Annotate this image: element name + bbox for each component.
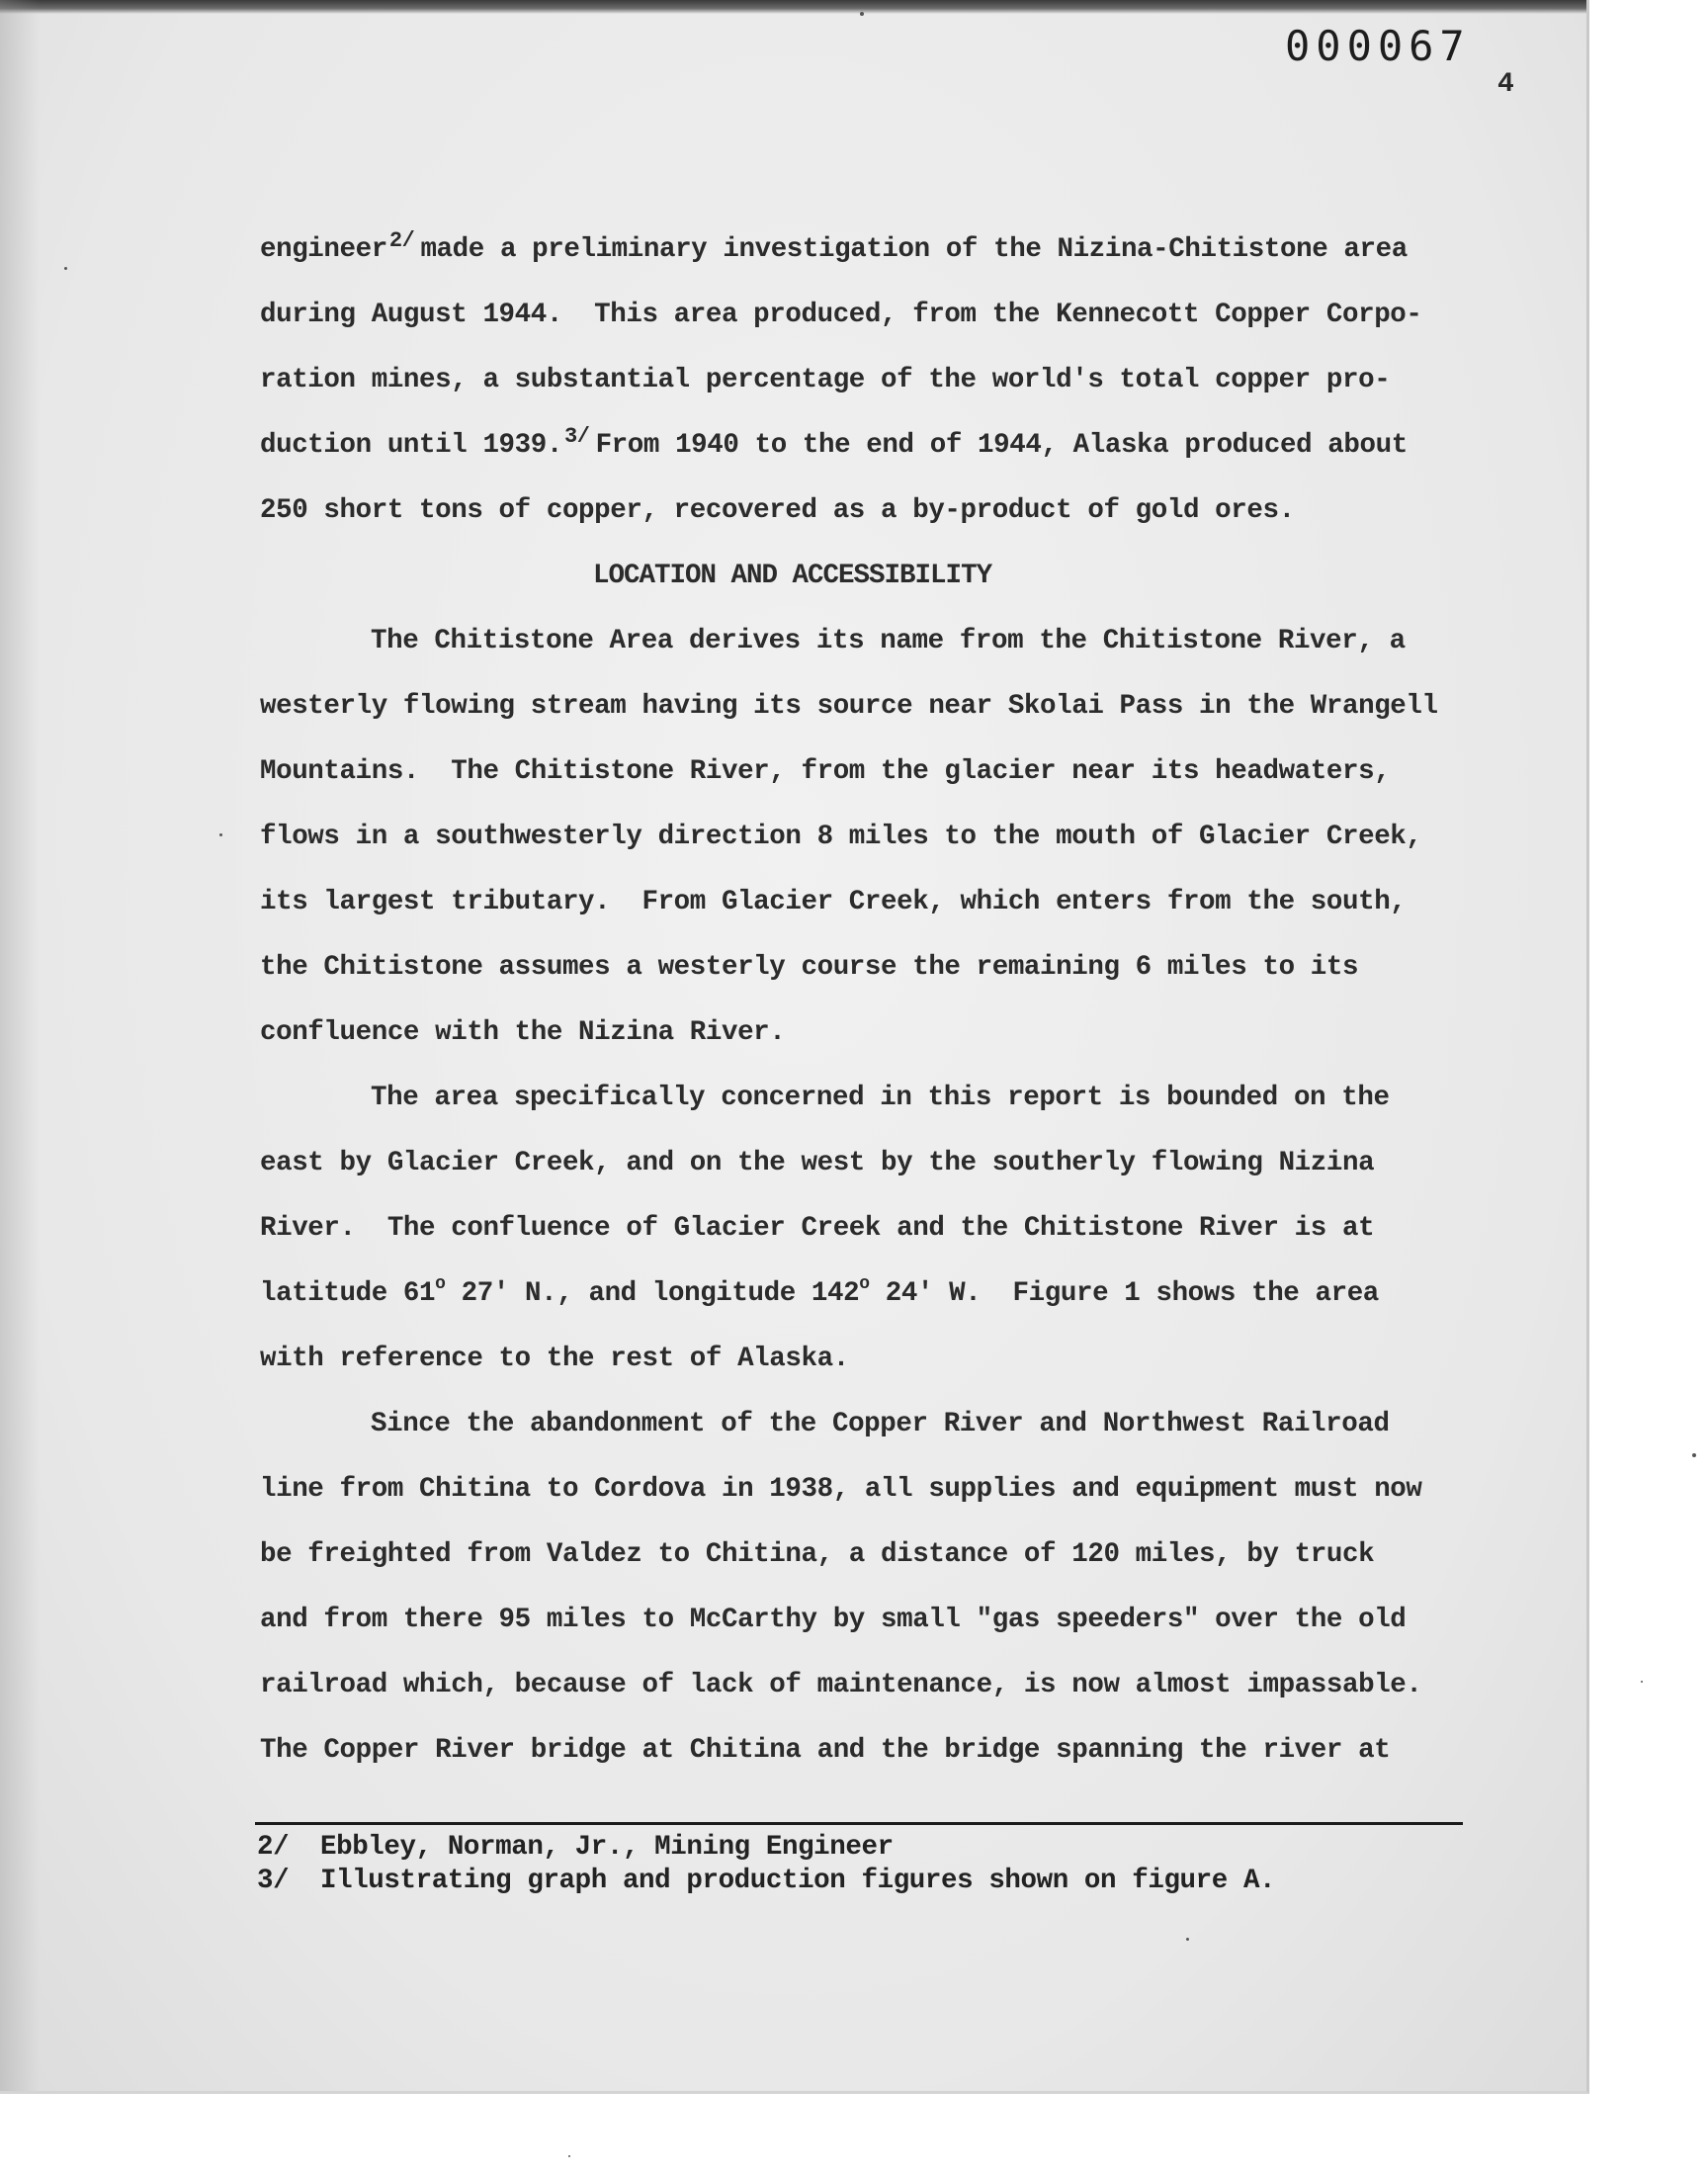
scan-speck <box>568 2155 570 2157</box>
page-body <box>260 218 1491 1784</box>
text-line: line from Chitina to Cordova in 1938, all supplies and equipment must now <box>260 1474 1422 1505</box>
text-line: its largest tributary. From Glacier Creek, which enters from the south, <box>260 887 1407 917</box>
footnote-ref: 3/ <box>563 424 590 449</box>
text-line: ration mines, a substantial percentage of the world's total copper pro- <box>260 365 1391 395</box>
scan-top-edge <box>0 0 1586 14</box>
footnote-divider <box>255 1822 1463 1825</box>
footnote-text: Ebbley, Norman, Jr., Mining Engineer <box>320 1832 894 1863</box>
text-line: during August 1944. This area produced, from the Kennecott Copper Corpo- <box>260 300 1422 330</box>
footnote-mark: 3/ <box>257 1866 290 1896</box>
page-number: 4 <box>1497 69 1514 100</box>
text-fragment: 24' W. Figure 1 shows the area <box>869 1278 1379 1309</box>
text-line: Since the abandonment of the Copper River and Northwest Railroad <box>371 1409 1390 1439</box>
text-fragment: duction until 1939. <box>260 430 562 461</box>
footnote-mark: 2/ <box>257 1832 290 1863</box>
text-fragment: made a preliminary investigation of the Nizina-Chitistone area <box>420 234 1408 265</box>
text-line: River. The confluence of Glacier Creek and the Chitistone River is at <box>260 1213 1375 1244</box>
text-line: flows in a southwesterly direction 8 miles to the mouth of Glacier Creek, <box>260 822 1422 852</box>
text-line: Mountains. The Chitistone River, from the glacier near its headwaters, <box>260 756 1391 787</box>
text-line: railroad which, because of lack of maintenance, is now almost impassable. <box>260 1670 1422 1700</box>
text-line: the Chitistone assumes a westerly course the remaining 6 miles to its <box>260 952 1359 983</box>
scan-speck <box>219 833 222 836</box>
footnote <box>257 1865 1275 1898</box>
text-line: and from there 95 miles to McCarthy by small "gas speeders" over the old <box>260 1605 1407 1635</box>
text-line: east by Glacier Creek, and on the west by the southerly flowing Nizina <box>260 1148 1375 1178</box>
scan-speck <box>1641 1681 1643 1683</box>
section-heading: LOCATION AND ACCESSIBILITY <box>593 561 992 591</box>
degree-mark: o <box>435 1274 446 1294</box>
text-line: with reference to the rest of Alaska. <box>260 1344 849 1374</box>
text-line <box>260 218 1491 283</box>
footnote <box>257 1831 1275 1865</box>
text-line: be freighted from Valdez to Chitina, a distance of 120 miles, by truck <box>260 1539 1375 1570</box>
degree-mark: o <box>859 1274 870 1294</box>
text-line: confluence with the Nizina River. <box>260 1017 786 1048</box>
text-line: The Copper River bridge at Chitina and the bridge spanning the river at <box>260 1735 1391 1766</box>
text-line: The Chitistone Area derives its name from the Chitistone River, a <box>371 626 1406 656</box>
text-fragment: From 1940 to the end of 1944, Alaska produced about <box>595 430 1408 461</box>
text-line <box>260 1262 1491 1327</box>
scan-speck <box>64 267 67 270</box>
text-line <box>260 413 1491 478</box>
document-stamp-number: 000067 <box>1285 22 1471 70</box>
scan-speck <box>1186 1938 1189 1941</box>
scan-speck <box>1692 1453 1696 1457</box>
text-line: 250 short tons of copper, recovered as a by-product of gold ores. <box>260 495 1295 526</box>
scan-speck <box>860 12 864 16</box>
text-fragment: 27' N., and longitude 142 <box>445 1278 860 1309</box>
text-line: westerly flowing stream having its source near Skolai Pass in the Wrangell <box>260 691 1438 722</box>
footnote-text: Illustrating graph and production figures shown on figure A. <box>320 1866 1276 1896</box>
footnotes <box>257 1831 1275 1898</box>
scan-left-shadow <box>0 0 40 2091</box>
text-fragment: latitude 61 <box>260 1278 436 1309</box>
text-line: The area specifically concerned in this report is bounded on the <box>371 1083 1390 1113</box>
footnote-ref: 2/ <box>388 228 415 253</box>
text-fragment: engineer <box>260 234 387 265</box>
